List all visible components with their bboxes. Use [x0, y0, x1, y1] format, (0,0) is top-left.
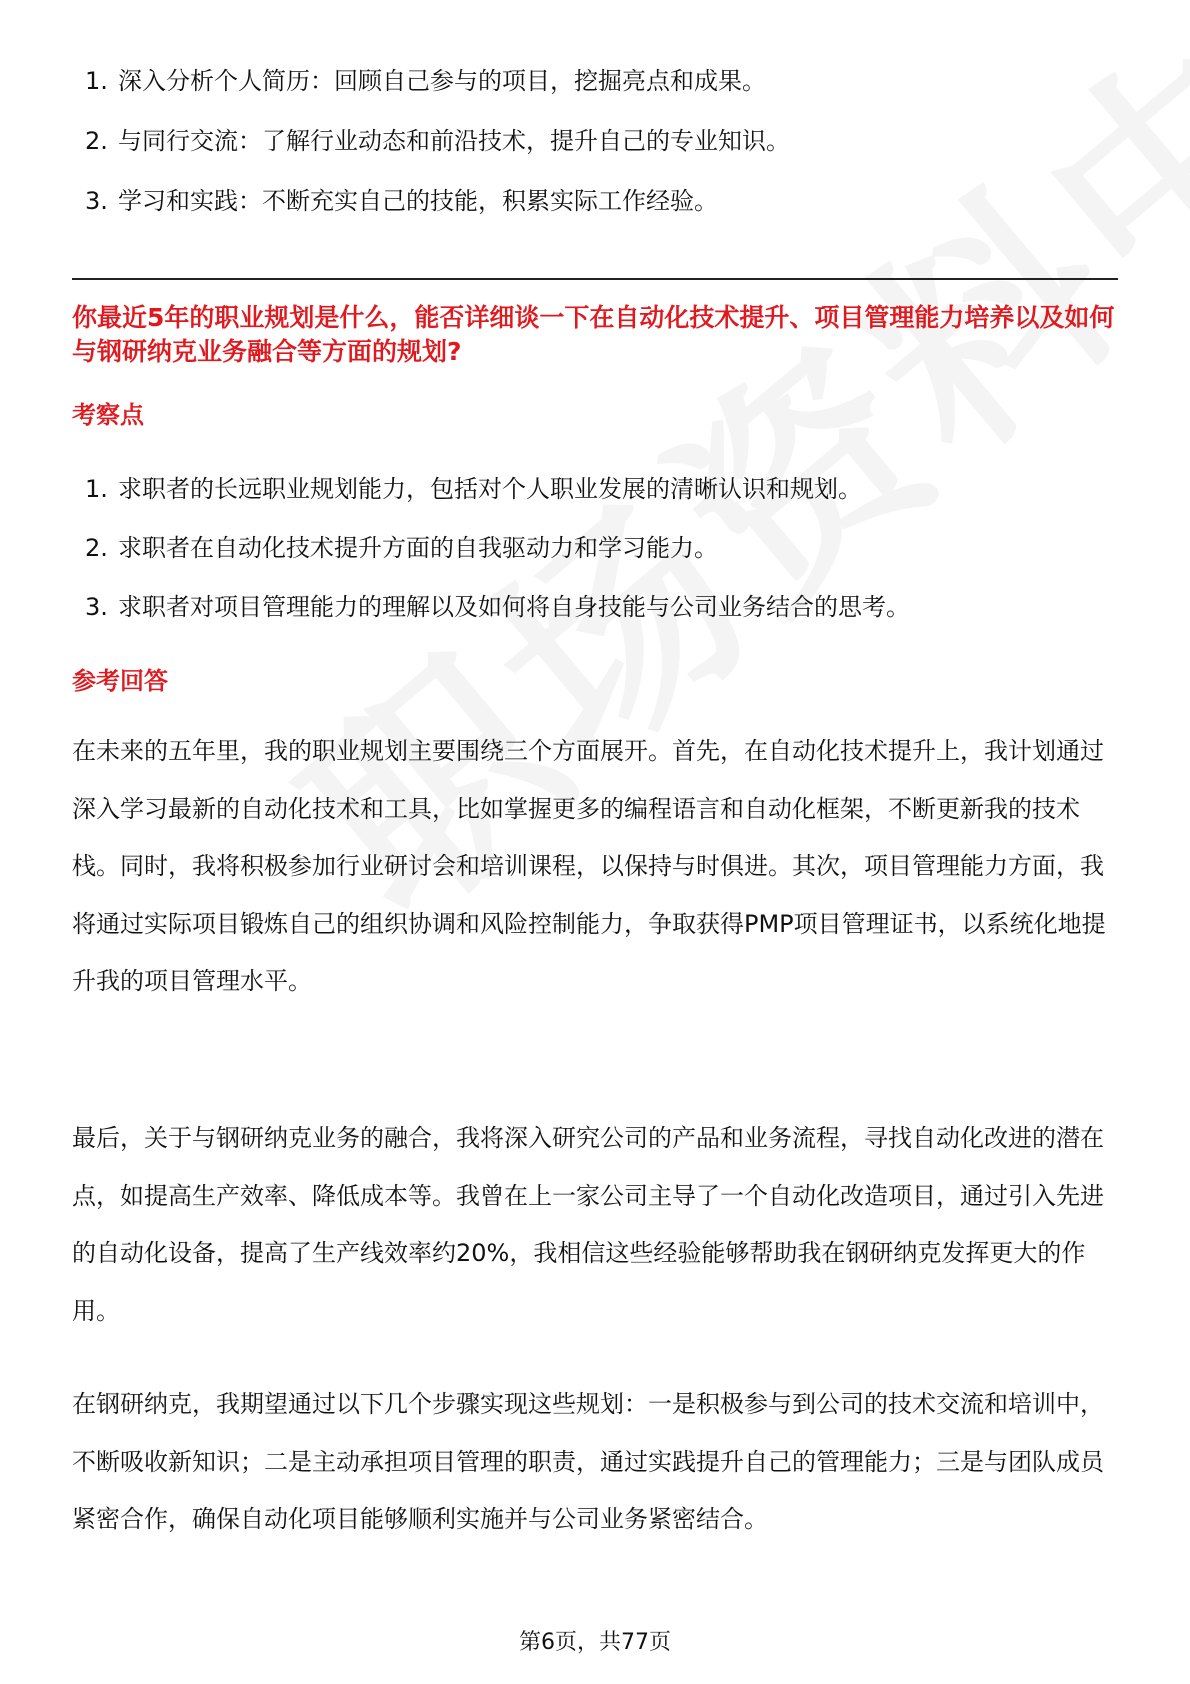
list-item-number: 2.: [85, 534, 108, 562]
list-item-text: 求职者在自动化技术提升方面的自我驱动力和学习能力。: [118, 534, 718, 562]
list-item-number: 3.: [85, 593, 108, 621]
list-item: [72, 124, 790, 158]
list-item-number: 2.: [85, 127, 108, 155]
answer-paragraph: 在未来的五年里，我的职业规划主要围绕三个方面展开。首先，在自动化技术提升上，我计划通过深入学习最新的自动化技术和工具，比如掌握更多的编程语言和自动化框架，不断更新我的技术栈。同时，我将积极参加行业研讨会和培训课程，以保持与时俱进。其次，项目管理能力方面，我将通过实际项目锻炼自己的组织协调和风险控制能力，争取获得PMP项目管理证书，以系统化地提升我的项目管理水平。: [72, 737, 1106, 995]
list-item-text: 学习和实践：不断充实自己的技能，积累实际工作经验。: [118, 187, 718, 215]
list-item-text: 与同行交流：了解行业动态和前沿技术，提升自己的专业知识。: [118, 127, 790, 155]
list-item-text: 深入分析个人简历：回顾自己参与的项目，挖掘亮点和成果。: [118, 67, 766, 95]
list-item-text: 求职者的长远职业规划能力，包括对个人职业发展的清晰认识和规划。: [118, 475, 862, 503]
list-item-number: 1.: [85, 67, 108, 95]
focus-heading: 考察点: [72, 401, 144, 429]
list-item: [72, 64, 790, 98]
list-item: [72, 590, 910, 624]
page-number: 第6页，共77页: [519, 1630, 671, 1655]
list-item: [72, 184, 790, 218]
section-divider: [72, 278, 1118, 280]
answer-heading: 参考回答: [72, 667, 168, 695]
list-item-number: 3.: [85, 187, 108, 215]
list-item: [72, 531, 910, 565]
list-item: [72, 472, 910, 506]
focus-list: [72, 472, 910, 649]
answer-paragraph: 最后，关于与钢研纳克业务的融合，我将深入研究公司的产品和业务流程，寻找自动化改进的潜在点，如提高生产效率、降低成本等。我曾在上一家公司主导了一个自动化改造项目，通过引入先进的自动化设备，提高了生产线效率约20%，我相信这些经验能够帮助我在钢研纳克发挥更大的作用。: [72, 1124, 1104, 1325]
top-list: [72, 64, 790, 244]
interview-question: 你最近5年的职业规划是什么，能否详细谈一下在自动化技术提升、项目管理能力培养以及如何与钢研纳克业务融合等方面的规划?: [72, 303, 1115, 366]
list-item-text: 求职者对项目管理能力的理解以及如何将自身技能与公司业务结合的思考。: [118, 593, 910, 621]
answer-paragraph: 在钢研纳克，我期望通过以下几个步骤实现这些规划：一是积极参与到公司的技术交流和培训中，不断吸收新知识；二是主动承担项目管理的职责，通过实践提升自己的管理能力；三是与团队成员紧密合作，确保自动化项目能够顺利实施并与公司业务紧密结合。: [72, 1390, 1104, 1533]
list-item-number: 1.: [85, 475, 108, 503]
